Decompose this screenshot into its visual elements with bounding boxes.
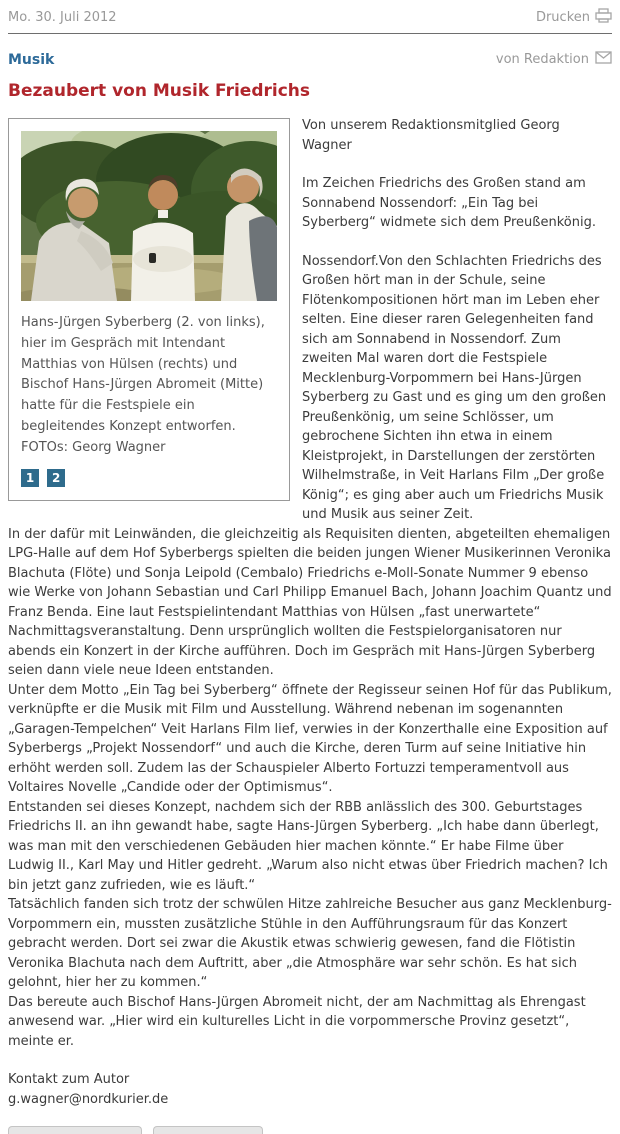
contact-label: Kontakt zum Autor	[8, 1072, 130, 1087]
article-photo	[21, 131, 277, 301]
article-body	[8, 116, 612, 1051]
category-link[interactable]: Musik	[8, 51, 55, 68]
byline-label: von Redaktion	[495, 52, 589, 67]
pagination-button-2[interactable]: 2	[47, 469, 65, 487]
article-title: Bezaubert von Musik Friedrichs	[8, 81, 310, 101]
body-paragraph: Unter dem Motto „Ein Tag bei Syberberg“ öffnete der Regisseur seinen Hof für das Publikum, verknüpfte er die Musik mit Film und Ausstellung. Während nebenan im sogenannten „Garagen-Tempelchen“ Veit Harlans Film lief, verwies in der Konzerthalle eine Exposition auf Syberbergs „Projekt Nossendorf“ und auch die Kirche, deren Turm auf seine Initiative hin erhöht werden soll. Zudem las der Schauspieler Alberto Fortuzzi temperamentvoll aus Voltaires Novelle „Candide oder der Optimismus“.	[8, 682, 612, 795]
envelope-icon	[595, 51, 612, 68]
print-label: Drucken	[535, 10, 590, 25]
body-paragraph: Tatsächlich fanden sich trotz der schwülen Hitze zahlreiche Besucher aus ganz Mecklenburg-Vorpommern ein, mussten zusätzliche Stühle in den Aufführungsraum für das Konzert gebracht werden. Dort sei zwar die Akustik etwas schwierig gewesen, fand die Flötistin Veronika Blachuta nach dem Auftritt, aber „die Atmosphäre war sehr schön. Es hat sich gelohnt, hier her zu kommen.“	[8, 897, 612, 990]
lead-paragraph: Im Zeichen Friedrichs des Großen stand am Sonnabend Nossendorf: „Ein Tag bei Syberberg“ widmete sich dem Preußenkönig.	[302, 176, 596, 230]
photo-pagination	[21, 469, 277, 489]
body-paragraph: Nossendorf.Von den Schlachten Friedrichs des Großen hört man in der Schule, seine Flötenkompositionen hört man im Leben eher selten. Eine dieser raren Gelegenheiten fand sich am Sonnabend in Nossendorf. Zum zweiten Mal waren dort die Festspiele Mecklenburg-Vorpommern bei Hans-Jürgen Syberberg zu Gast und es ging um den großen Preußenkönig, um seine Schlösser, um gebrochene Sichten ihn etwa in einem Kleistprojekt, in Darstellungen der zerstörten Wilhelmstraße, in Veit Harlans Film „Der große König“; es ging aber auch um Friedrichs Musik und Musik aus seiner Zeit.	[302, 253, 607, 522]
photo-caption: Hans-Jürgen Syberberg (2. von links), hier im Gespräch mit Intendant Matthias von Hülsen (rechts) und Bischof Hans-Jürgen Abromeit (Mitte) hatte für die Festspiele ein begleitendes Konzept entworfen.	[21, 315, 265, 434]
print-link[interactable]	[536, 8, 612, 27]
byline-link[interactable]	[496, 51, 612, 68]
body-paragraph: Das bereute auch Bischof Hans-Jürgen Abromeit nicht, der am Nachmittag als Ehrengast anwesend war. „Hier wird ein kulturelles Licht in die vorpommersche Provinz gesetzt“, meinte er.	[8, 994, 586, 1049]
author-contact	[8, 1070, 612, 1109]
bottom-button-stub-2[interactable]	[153, 1126, 263, 1134]
byline-paragraph: Von unserem Redaktionsmitglied Georg Wagner	[302, 118, 560, 153]
photo-credit: FOTOs: Georg Wagner	[21, 439, 166, 455]
body-paragraph: Entstanden sei dieses Konzept, nachdem sich der RBB anlässlich des 300. Geburtstages Friedrichs II. an ihn gewandt habe, sagte Hans-Jürgen Syberberg. „Ich habe dann überlegt, was man mit den verschiedenen Gebäuden hier machen könnte.“ Er habe Filme über Ludwig II., Karl May und Hitler gedreht. „Warum also nicht etwas über Friedrich machen? Ich bin jetzt ganz zufrieden, wie es läuft.“	[8, 799, 608, 893]
category-row	[8, 51, 612, 68]
page-date: Mo. 30. Juli 2012	[8, 10, 117, 25]
top-bar	[8, 0, 612, 34]
pagination-button-1[interactable]: 1	[21, 469, 39, 487]
bottom-button-stub-1[interactable]	[8, 1126, 142, 1134]
photo-box	[8, 118, 290, 501]
author-email-link[interactable]: g.wagner@nordkurier.de	[8, 1091, 169, 1107]
body-paragraph: In der dafür mit Leinwänden, die gleichzeitig als Requisiten dienten, abgeteilten ehemaligen LPG-Halle auf dem Hof Syberbergs spielten die beiden jungen Wiener Musikerinnen Veronika Blachuta (Flöte) und Sonja Leipold (Cembalo) Friedrichs e-Moll-Sonate Nummer 9 ebenso wie Werke von Johann Sebastian und Carl Philipp Emanuel Bach, Johann Joachim Quantz und Franz Benda. Eine laut Festspielintendant Matthias von Hülsen „fast unerwartete“ Nachmittagsveranstaltung. Denn ursprünglich wollten die Festspielorganisatoren nur abends ein Konzert in der Kirche aufführen. Doch im Gespräch mit Hans-Jürgen Syberberg seien dann viele neue Ideen entstanden.	[8, 526, 612, 678]
printer-icon	[595, 8, 612, 27]
